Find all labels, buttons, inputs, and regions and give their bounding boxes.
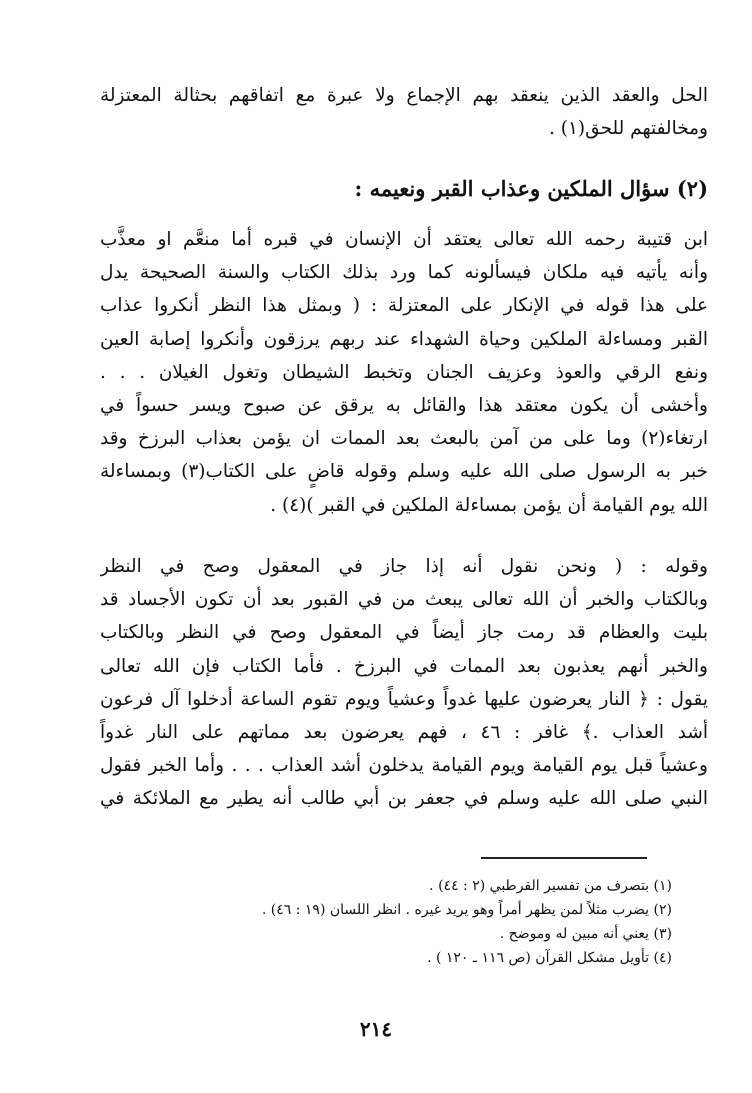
footnote-item: (٣) يعني أنه مبين له وموضح . [499,926,672,942]
text-line: الحل والعقد الذين ينعقد بهم الإجماع ولا عبرة مع اتفاقهم بحثالة المعتزلة [100,85,708,106]
footnote-divider [481,857,647,859]
section-heading: (٢) سؤال الملكين وعذاب القبر ونعيمه : [354,176,708,201]
text-line: النبي صلى الله عليه وسلم في جعفر بن أبي طالب أنه يطير مع الملائكة في [100,788,708,810]
footnote-item: (٤) تأويل مشكل القرآن (ص ١١٦ ـ ١٢٠ ) . [427,950,672,966]
footnote-item: (١) بتصرف من تفسير القرطبي (٢ : ٤٤) . [429,878,672,894]
page-number: ٢١٤ [359,1017,393,1041]
text-line: ابن قتيبة رحمه الله تعالى يعتقد أن الإنسان في قبره أما منعَّم او معذَّب [100,229,708,250]
text-line: يقول : ﴿ النار يعرضون عليها غدواً وعشياً ويوم تقوم الساعة أدخلوا آل فرعون [100,688,708,710]
text-line: والخبر أنهم يعذبون بعد الممات في البرزخ . فأما الكتاب فإن الله تعالى [100,655,708,677]
text-line: خبر به الرسول صلى الله عليه وسلم وقوله قاضٍ على الكتاب(٣) وبمساءلة [100,461,708,483]
text-line: ومخالفتهم للحق(١) . [549,118,708,140]
text-line: بليت والعظام قد رمت جاز أيضاً في المعقول وصح في النظر وبالكتاب [100,622,708,644]
text-line: وبالكتاب والخبر أن الله تعالى يبعث من في القبور بعد أن تكون الأجساد قد [100,589,708,611]
text-line: وأنه يأتيه فيه ملكان فيسألونه كما ورد بذلك الكتاب والسنة الصحيحة يدل [100,262,708,284]
text-line: أشد العذاب .﴾ غافر : ٤٦ ، فهم يعرضون بعد مماتهم على النار غدواً [100,721,708,743]
text-line: القبر ومساءلة الملكين وحياة الشهداء عند ربهم يرزقون وأنكروا إصابة العين [100,328,708,350]
footnotes [150,874,672,970]
text-line: الله يوم القيامة أن يؤمن بمساءلة الملكين في القبر )(٤) . [270,494,708,516]
text-line: وأخشى أن يكون معتقد هذا والقائل به يرقق عن صبوح ويسر حسواً في [100,394,708,416]
paragraph-two [100,550,708,816]
text-line: ونفع الرقي والعوذ وعزيف الجنان وتخبط الشيطان وتغول الغيلان . . . [100,361,708,383]
text-line: وعشياً قبل يوم القيامة ويوم القيامة يدخلون أشد العذاب . . . وأما الخبر فقول [100,755,708,777]
footnote-item: (٢) يضرب مثلاً لمن يظهر أمراً وهو يريد غيره . انظر اللسان (١٩ : ٤٦) . [261,902,672,918]
text-line: ارتغاء(٢) وما على من آمن بالبعث بعد الممات ان يؤمن بعذاب البرزخ وقد [100,428,708,450]
continued-paragraph [100,79,708,145]
text-line: وقوله : ( ونحن نقول أنه إذا جاز في المعقول وصح في النظر [100,556,708,577]
text-line: على هذا قوله في الإنكار على المعتزلة : ( وبمثل هذا النظر أنكروا عذاب [100,295,708,317]
paragraph-one [100,223,708,522]
